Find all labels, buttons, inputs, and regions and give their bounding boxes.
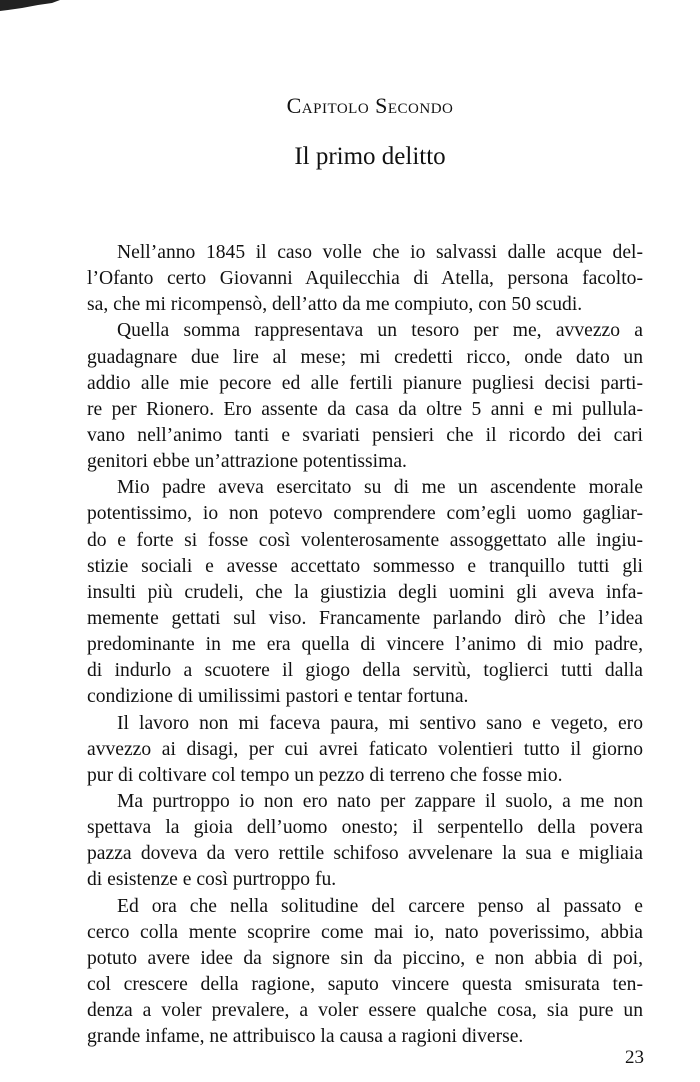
text-line: Quella somma rappresentava un tesoro per me, avvezzo a <box>117 320 643 342</box>
text-line: avvezzo ai disagi, per cui avrei faticato volentieri tutto il giorno <box>87 738 643 760</box>
scan-corner-smudge <box>0 0 60 12</box>
text-line: predominante in me era quella di vincere l’animo di mio padre, <box>87 634 643 656</box>
text-line: potuto avere idee da signore sin da piccino, e non abbia di poi, <box>87 947 643 969</box>
chapter-title: Il primo delitto <box>294 143 446 170</box>
text-line: l’Ofanto certo Giovanni Aquilecchia di Atella, persona facolto- <box>87 268 643 290</box>
text-line: Il lavoro non mi faceva paura, mi sentivo sano e vegeto, ero <box>117 712 643 734</box>
text-line: denza a voler prevalere, a voler essere qualche cosa, sia pure un <box>87 1000 643 1022</box>
text-line: vano nell’animo tanti e svariati pensieri che il ricordo dei cari <box>87 424 643 446</box>
text-line: stizie sociali e avesse accettato sommesso e tranquillo tutti gli <box>87 555 643 577</box>
text-line: pazza doveva da vero rettile schifoso avvelenare la sua e migliaia <box>87 843 643 865</box>
text-line: Nell’anno 1845 il caso volle che io salvassi dalle acque del- <box>117 242 643 263</box>
text-line: addio alle mie pecore ed alle fertili pianure pugliesi decisi parti- <box>87 372 643 394</box>
text-line: condizione di umilissimi pastori e tentar fortuna. <box>87 686 469 708</box>
text-line: potentissimo, io non potevo comprendere com’egli uomo gagliar- <box>87 503 643 525</box>
text-line: memente gettati sul viso. Francamente parlando dirò che l’idea <box>87 607 643 629</box>
page-number: 23 <box>625 1047 644 1068</box>
text-line: grande infame, ne attribuisco la causa a ragioni diverse. <box>87 1026 524 1048</box>
text-line: genitori ebbe un’attrazione potentissima. <box>87 451 407 473</box>
text-line: sa, che mi ricompensò, dell’atto da me compiuto, con 50 scudi. <box>87 294 583 316</box>
text-line: Mio padre aveva esercitato su di me un ascendente morale <box>117 477 643 499</box>
text-line: do e forte si fosse così volenterosamente assoggettato alle ingiu- <box>87 529 643 551</box>
text-line: cerco colla mente scoprire come mai io, nato poverissimo, abbia <box>87 921 643 943</box>
text-line: spettava la gioia dell’uomo onesto; il serpentello della povera <box>87 817 643 839</box>
text-line: Ma purtroppo io non ero nato per zappare il suolo, a me non <box>117 790 643 812</box>
text-line: col crescere della ragione, saputo vincere questa smisurata ten- <box>87 973 643 995</box>
text-line: Ed ora che nella solitudine del carcere penso al passato e <box>117 895 643 917</box>
text-line: re per Rionero. Ero assente da casa da oltre 5 anni e mi pullula- <box>87 398 643 420</box>
text-line: guadagnare due lire al mese; mi credetti ricco, onde dato un <box>87 346 643 368</box>
body-text <box>87 240 643 1050</box>
chapter-heading: Capitolo Secondo <box>286 93 454 118</box>
text-line: di esistenze e così purtroppo fu. <box>87 869 337 891</box>
text-line: insulti più crudeli, che la giustizia degli uomini gli aveva infa- <box>87 581 643 603</box>
text-line: di indurlo a scuotere il giogo della servitù, toglierci tutti dalla <box>87 660 643 682</box>
text-line: pur di coltivare col tempo un pezzo di terreno che fosse mio. <box>87 764 563 786</box>
